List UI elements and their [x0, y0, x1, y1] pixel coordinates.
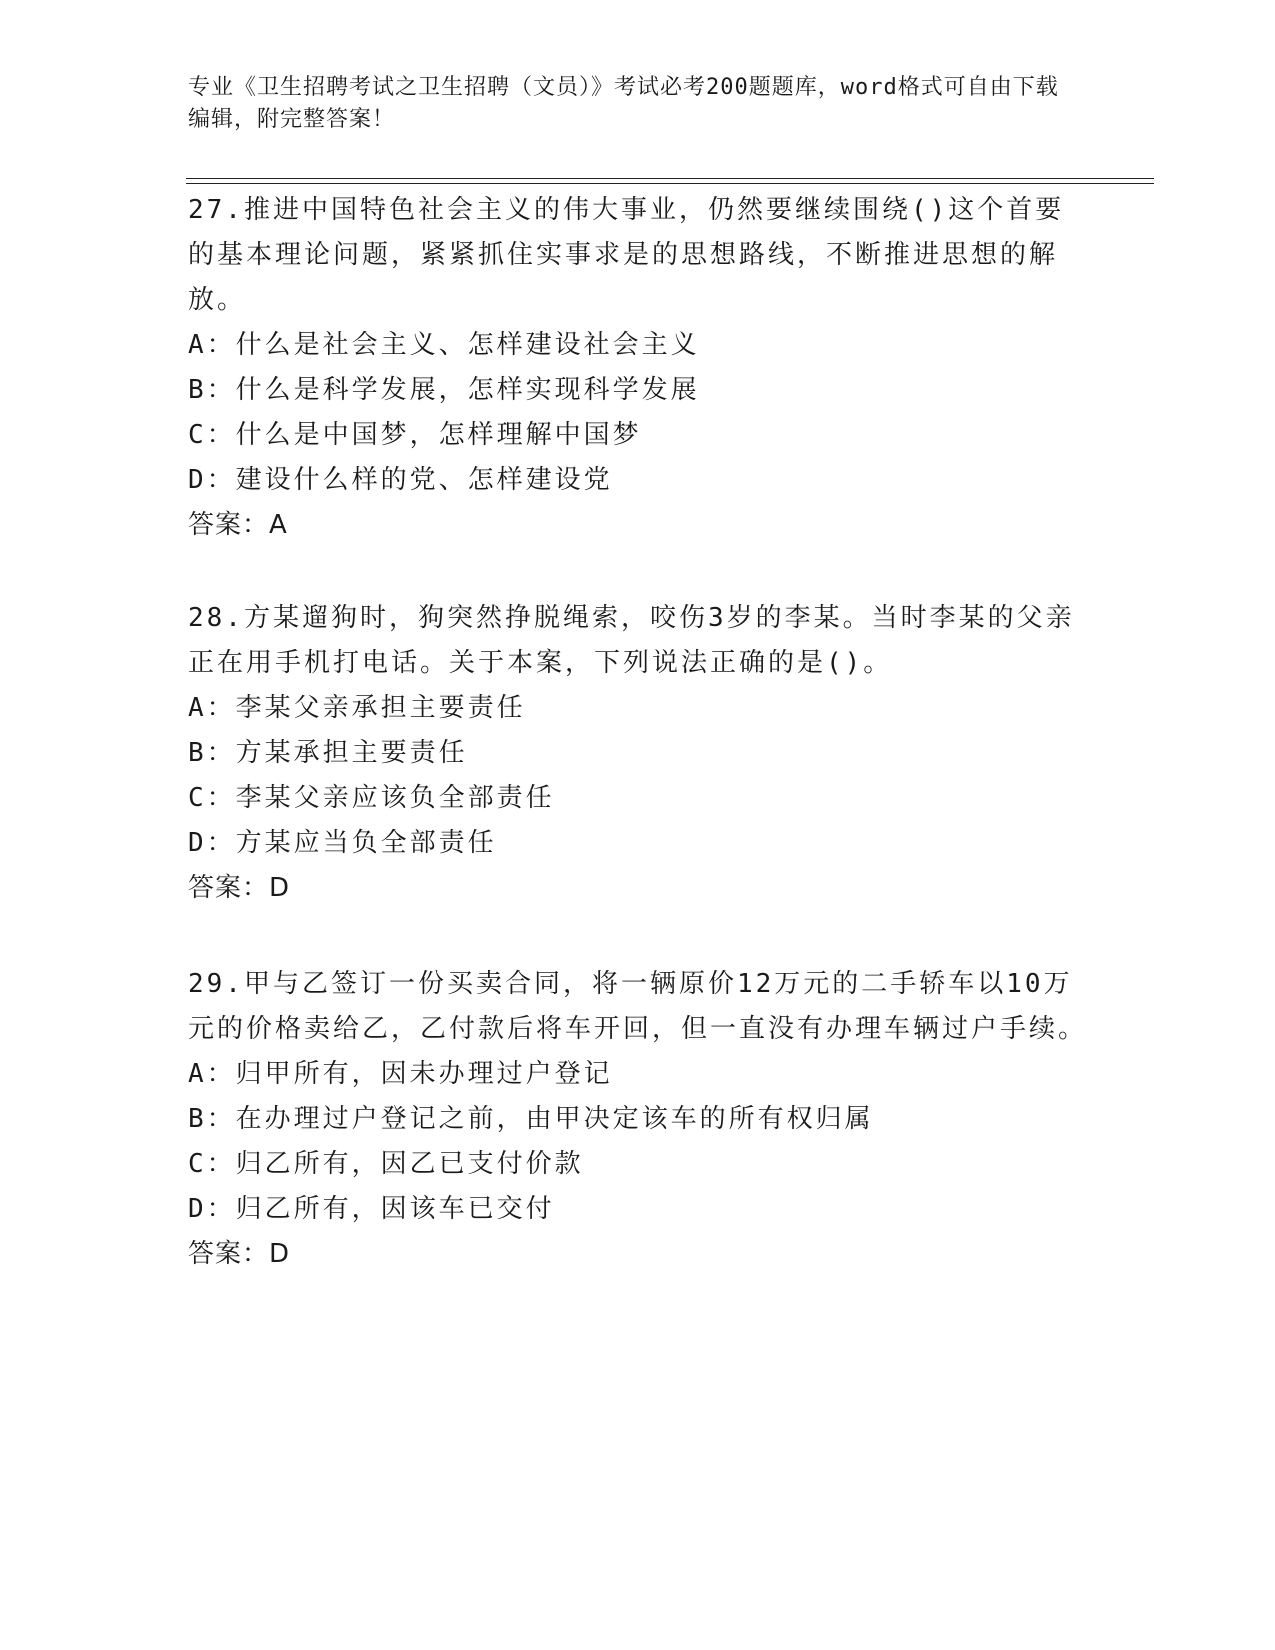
- option-b: B：方某承担主要责任: [188, 738, 468, 768]
- option-b: B：什么是科学发展，怎样实现科学发展: [188, 375, 700, 405]
- option-d: D：归乙所有，因该车已交付: [188, 1194, 555, 1224]
- question-stem: 29.甲与乙签订一份买卖合同，将一辆原价12万元的二手轿车以10万元的价格卖给乙，乙付款后将车开回，但一直没有办理车辆过户手续。: [188, 969, 1088, 1044]
- question-stem: 28.方某遛狗时，狗突然挣脱绳索，咬伤3岁的李某。当时李某的父亲正在用手机打电话。关于本案，下列说法正确的是()。: [188, 603, 1075, 678]
- option-a: A：什么是社会主义、怎样建设社会主义: [188, 330, 700, 360]
- option-a: A：归甲所有，因未办理过户登记: [188, 1059, 613, 1089]
- option-c: C：什么是中国梦，怎样理解中国梦: [188, 420, 642, 450]
- option-d: D：方某应当负全部责任: [188, 828, 497, 858]
- question-29: [188, 962, 1088, 1277]
- answer-label: 答案：D: [188, 1239, 291, 1269]
- question-stem: 27.推进中国特色社会主义的伟大事业，仍然要继续围绕()这个首要的基本理论问题，紧紧抓住实事求是的思想路线，不断推进思想的解放。: [188, 195, 1065, 315]
- question-28: [188, 596, 1088, 911]
- document-header: 专业《卫生招聘考试之卫生招聘（文员）》考试必考200题题库，word格式可自由下载编辑，附完整答案！: [188, 75, 1059, 132]
- option-a: A：李某父亲承担主要责任: [188, 693, 526, 723]
- question-27: [188, 188, 1088, 548]
- option-c: C：李某父亲应该负全部责任: [188, 783, 555, 813]
- answer-label: 答案：A: [188, 510, 288, 540]
- option-d: D：建设什么样的党、怎样建设党: [188, 465, 613, 495]
- answer-label: 答案：D: [188, 873, 291, 903]
- header-divider-top: [186, 178, 1154, 179]
- header-divider-bottom: [186, 183, 1154, 184]
- option-b: B：在办理过户登记之前，由甲决定该车的所有权归属: [188, 1104, 874, 1134]
- option-c: C：归乙所有，因乙已支付价款: [188, 1149, 584, 1179]
